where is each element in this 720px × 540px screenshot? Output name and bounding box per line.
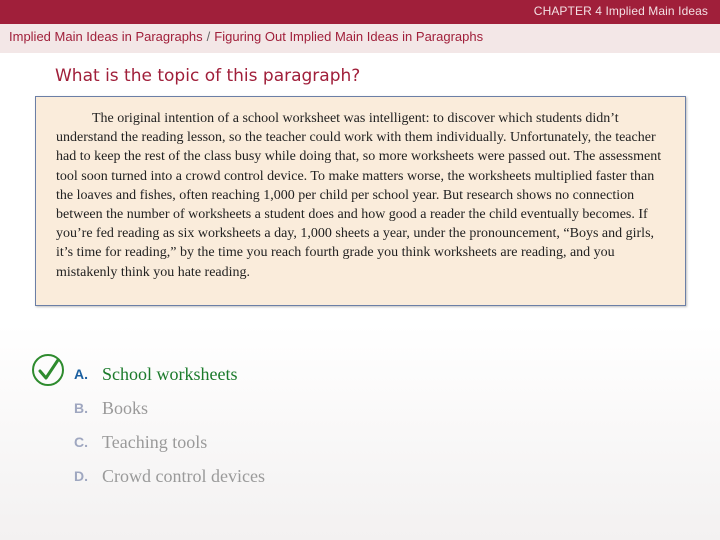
passage-text: The original intention of a school worksheet was intelligent: to discover which students didn’t understand the reading lesson, so the teacher could work with them individually. Unfortunately, the teacher had to keep the rest of the class busy while doing that, so more worksheets were passed out. The assessment tool soon turned into a crowd control device. To make matters worse, the worksheets multiplied faster than the loaves and fishes, often reaching 1,000 per child per school year. But research shows no connection between the number of worksheets a student does and how good a reader the child eventually becomes. If you’re fed reading as six worksheets a day, 1,000 sheets a year, under the pronouncement, “Boys and girls, it’s time for reading,” by the time you reach fourth grade you think worksheets are reading, and you mistakenly think you hate reading. [56, 111, 662, 280]
breadcrumb-separator: / [206, 29, 211, 44]
option-text: School worksheets [102, 364, 238, 384]
option-letter: A. [74, 366, 88, 382]
breadcrumb-section[interactable]: Implied Main Ideas in Paragraphs [9, 29, 203, 44]
option-letter: B. [74, 400, 88, 416]
option-text: Teaching tools [102, 432, 208, 452]
answer-options [30, 358, 530, 494]
passage-paragraph [56, 109, 668, 282]
option-letter: D. [74, 468, 88, 484]
option-b[interactable] [30, 392, 530, 426]
option-d[interactable] [30, 460, 530, 494]
chapter-title: CHAPTER 4 Implied Main Ideas [533, 4, 708, 18]
chapter-header-bar [0, 0, 720, 24]
option-c[interactable] [30, 426, 530, 460]
check-circle-icon [30, 352, 66, 388]
breadcrumb [9, 29, 483, 44]
passage-box [35, 96, 686, 306]
option-text: Crowd control devices [102, 466, 265, 486]
option-letter: C. [74, 434, 88, 450]
breadcrumb-current: Figuring Out Implied Main Ideas in Paragraphs [214, 29, 484, 44]
question-heading: What is the topic of this paragraph? [55, 66, 361, 86]
option-a[interactable] [30, 358, 530, 392]
option-text: Books [102, 398, 149, 418]
